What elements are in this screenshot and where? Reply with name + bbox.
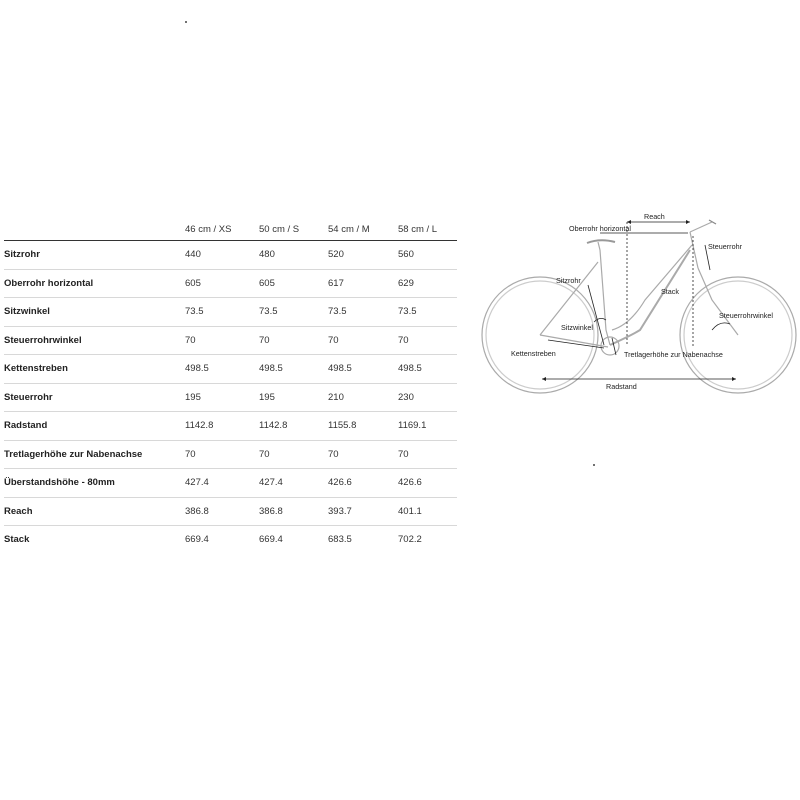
table-cell: 629: [398, 269, 457, 298]
table-cell: 70: [259, 440, 328, 469]
table-cell: 480: [259, 241, 328, 270]
saddle: [587, 240, 615, 243]
seatpost: [598, 242, 600, 250]
table-cell: 70: [259, 326, 328, 355]
label-steuerrohrwinkel: Steuerrohrwinkel: [719, 311, 773, 320]
top-tube-low: [612, 245, 692, 330]
table-row: [4, 383, 457, 412]
table-cell: 210: [328, 383, 398, 412]
table-row: [4, 355, 457, 384]
table-cell: 702.2: [398, 534, 422, 546]
label-reach: Reach: [644, 212, 665, 221]
row-label: Überstandshöhe - 80mm: [4, 469, 185, 498]
label-oberrohr: Oberrohr horizontal: [569, 224, 631, 233]
table-cell: 427.4: [259, 469, 328, 498]
table-cell: 401.1: [398, 497, 457, 526]
table-cell: 70: [328, 326, 398, 355]
stem: [690, 222, 712, 232]
table-row: [4, 412, 457, 441]
table-cell: 440: [185, 241, 259, 270]
down-tube: [610, 250, 690, 345]
table-cell: 70: [185, 440, 259, 469]
table-cell: 70: [328, 440, 398, 469]
row-label: Reach: [4, 497, 185, 526]
table-row: [4, 298, 457, 327]
table-cell: 498.5: [398, 355, 457, 384]
seat-tube: [600, 250, 610, 345]
row-label: Tretlagerhöhe zur Nabenachse: [4, 440, 185, 469]
label-kettenstreben: Kettenstreben: [511, 349, 556, 358]
table-cell: 683.5: [328, 534, 352, 546]
table-cell: 605: [259, 269, 328, 298]
table-cell: 73.5: [259, 298, 328, 327]
table-cell: 427.4: [185, 469, 259, 498]
table-cell: 73.5: [328, 298, 398, 327]
head-tube: [690, 232, 698, 268]
row-label: Steuerrohrwinkel: [4, 326, 185, 355]
head-angle-arc: [712, 323, 730, 330]
label-steuerrohr: Steuerrohr: [708, 242, 742, 251]
table-cell: 669.4: [259, 534, 283, 546]
table-cell: 1142.8: [185, 412, 259, 441]
table-cell: 498.5: [259, 355, 328, 384]
geometry-table: [4, 218, 457, 554]
table-row: [4, 497, 457, 526]
column-header: 58 cm / L: [398, 223, 438, 235]
label-radstand: Radstand: [606, 382, 637, 391]
row-label: Steuerrohr: [4, 383, 185, 412]
row-label: Sitzrohr: [4, 241, 185, 270]
table-cell: 669.4: [185, 534, 209, 546]
table-cell: 498.5: [185, 355, 259, 384]
table-cell: 605: [185, 269, 259, 298]
table-cell: 195: [259, 383, 328, 412]
column-header: 46 cm / XS: [185, 223, 232, 235]
table-row: [4, 469, 457, 498]
stray-dot: [185, 21, 187, 23]
stray-dot: [593, 464, 595, 466]
row-label: Oberrohr horizontal: [4, 269, 185, 298]
table-row: [4, 326, 457, 355]
table-cell: 73.5: [185, 298, 259, 327]
table-cell: 70: [398, 326, 457, 355]
label-tretlager: Tretlagerhöhe zur Nabenachse: [624, 350, 723, 359]
table-cell: 393.7: [328, 497, 398, 526]
table-cell: 1142.8: [259, 412, 328, 441]
table-cell: 498.5: [328, 355, 398, 384]
table-cell: 386.8: [185, 497, 259, 526]
column-header: 54 cm / M: [328, 223, 370, 235]
table-cell: 426.6: [328, 469, 398, 498]
table-cell: 1169.1: [398, 412, 457, 441]
table-row: [4, 241, 457, 270]
bike-geometry-diagram: [478, 205, 800, 405]
table-cell: 520: [328, 241, 398, 270]
table-cell: 195: [185, 383, 259, 412]
table-cell: 73.5: [398, 298, 457, 327]
table-cell: 560: [398, 241, 457, 270]
row-label: Stack: [4, 534, 30, 546]
table-cell: 230: [398, 383, 457, 412]
table-cell: 386.8: [259, 497, 328, 526]
table-row: [4, 440, 457, 469]
table-row: [4, 526, 457, 554]
label-stack: Stack: [661, 287, 679, 296]
table-cell: 1155.8: [328, 412, 398, 441]
table-cell: 70: [398, 440, 457, 469]
row-label: Kettenstreben: [4, 355, 185, 384]
bb-drop-dim: [612, 338, 616, 355]
table-cell: 70: [185, 326, 259, 355]
row-label: Sitzwinkel: [4, 298, 185, 327]
table-cell: 617: [328, 269, 398, 298]
column-header: 50 cm / S: [259, 223, 300, 235]
column-header: [4, 218, 185, 241]
table-cell: 426.6: [398, 469, 457, 498]
label-sitzwinkel: Sitzwinkel: [561, 323, 593, 332]
row-label: Radstand: [4, 412, 185, 441]
table-header-row: [4, 218, 457, 241]
table-row: [4, 269, 457, 298]
label-sitzrohr: Sitzrohr: [556, 276, 581, 285]
